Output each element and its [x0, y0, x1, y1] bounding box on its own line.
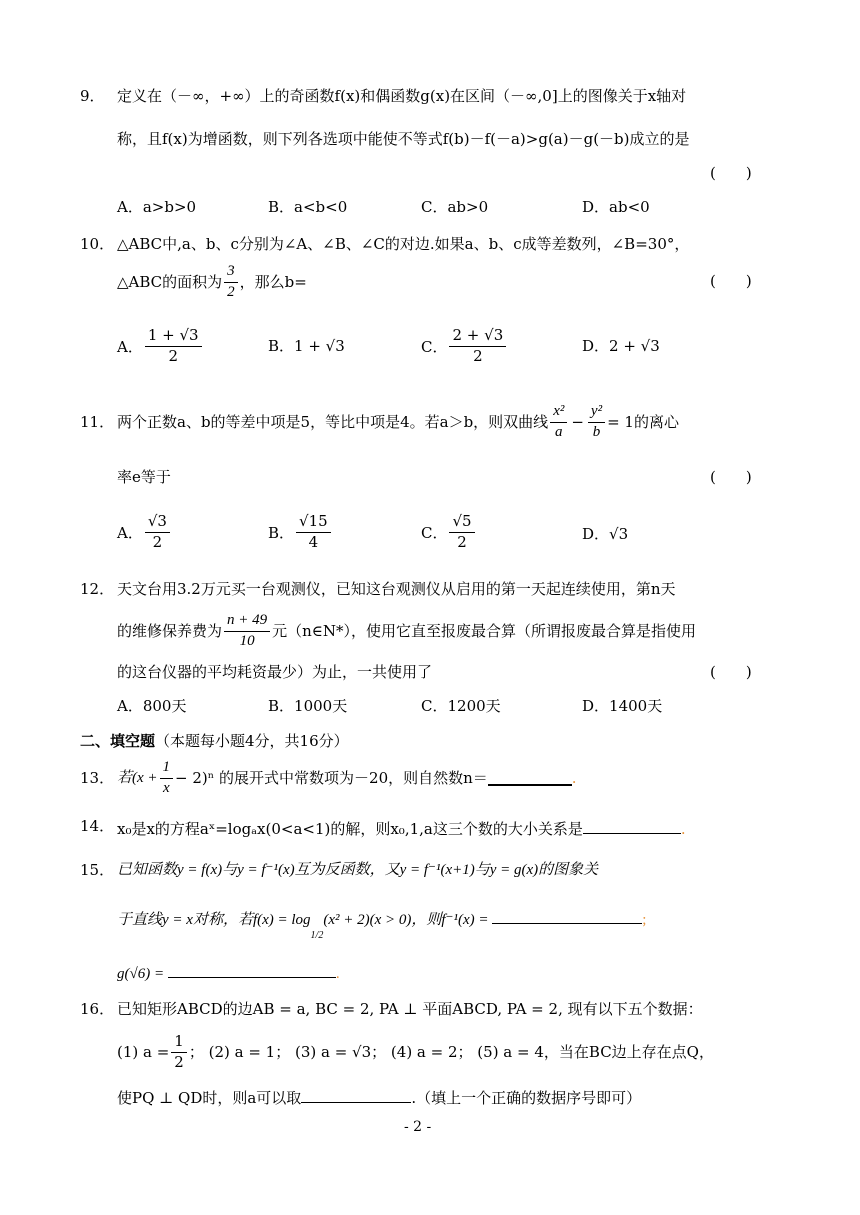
- q11-option-a-label: A．: [117, 523, 143, 542]
- q11-minus: −: [571, 412, 584, 431]
- q13-number: 13．: [80, 768, 115, 787]
- q13-post: − 2)ⁿ 的展开式中常数项为－20，则自然数n＝: [175, 768, 488, 787]
- q12-line2: [117, 608, 696, 654]
- q13-numerator: 1: [160, 760, 174, 779]
- q11-option-c-label: C．: [421, 523, 448, 542]
- q10-option-a-fraction: [145, 325, 202, 365]
- q12-option-c: C．1200天: [421, 697, 501, 715]
- q15-inverse-answer-blank[interactable]: [492, 909, 642, 924]
- q10-option-c-fraction: [449, 325, 506, 365]
- q11-line2: 率e等于: [117, 468, 171, 486]
- q15-g-answer-blank[interactable]: [168, 963, 336, 978]
- q11-line1-post: 的离心: [633, 412, 679, 431]
- q16-number: 16．: [80, 1000, 115, 1018]
- q12-line2-post: 元（n∈N*），使用它直至报废最合算（所谓报废最合算是指使用: [272, 621, 697, 640]
- q10-option-c-label: C．: [421, 337, 448, 356]
- q9-line1: 定义在（－∞，+∞）上的奇函数f(x)和偶函数g(x)在区间（－∞,0]上的图像关于x轴对: [117, 87, 687, 105]
- q12-option-b: B．1000天: [268, 697, 348, 715]
- q16-line2-post: ； (2) a = 1； (3) a = √3； (4) a = 2； (5) a = 4，当在BC边上存在点Q，: [188, 1042, 714, 1061]
- q15-line2-mid: (x² + 2)(x > 0)，则f⁻¹(x) =: [323, 912, 489, 928]
- q10-line2-pre: △ABC的面积为: [117, 272, 223, 291]
- q14-answer-blank[interactable]: [583, 819, 681, 834]
- q11-option-b-numerator: √15: [296, 514, 331, 533]
- q12-number: 12．: [80, 580, 115, 598]
- q15-line2: [117, 909, 647, 941]
- q9-option-a: A．a>b>0: [117, 198, 197, 216]
- q12-option-a: A．800天: [117, 697, 187, 715]
- q11-line1: [80, 400, 679, 444]
- q16-opt1-pre: (1) a =: [117, 1042, 170, 1061]
- q13-pre: 若(x +: [117, 769, 158, 786]
- q10-answer-paren: ( ): [710, 272, 752, 290]
- q16-opt1-numerator: 1: [171, 1034, 187, 1053]
- q12-answer-paren: ( ): [710, 663, 752, 681]
- q10-option-a-denominator: 2: [168, 346, 178, 365]
- q11-option-c: [421, 508, 477, 556]
- q11-option-b-fraction: [296, 511, 331, 551]
- q10-line2-post: ，那么b=: [239, 272, 307, 291]
- q11-y-fraction: [588, 404, 605, 441]
- q13-denominator: x: [162, 779, 170, 796]
- q10-option-b: B．1 + √3: [268, 337, 345, 355]
- q13-line: [80, 756, 577, 800]
- q10-line2: [117, 260, 307, 304]
- q11-line1-pre: 两个正数a、b的等差中项是5，等比中项是4。若a＞b，则双曲线: [117, 412, 549, 431]
- q12-line1: 天文台用3.2万元买一台观测仪，已知这台观测仪从启用的第一天起连续使用，第n天: [117, 580, 676, 598]
- q16-line3-post: .（填上一个正确的数据序号即可）: [411, 1089, 642, 1107]
- q12-option-d: D．1400天: [582, 697, 663, 715]
- q12-fee-denominator: 10: [239, 632, 255, 649]
- q14-end: .: [680, 820, 686, 838]
- q9-line2: 称，且f(x)为增函数，则下列各选项中能使不等式f(b)－f(－a)>g(a)－g(－b)成立的是: [117, 130, 690, 148]
- q15-line3-pre: g(√6) =: [117, 966, 165, 982]
- q12-line3: 的这台仪器的平均耗资最少）为止，一共使用了: [117, 663, 433, 681]
- q16-line1: 已知矩形ABCD的边AB = a, BC = 2, PA ⊥ 平面ABCD, PA = 2, 现有以下五个数据：: [117, 1000, 703, 1018]
- q16-line2: [117, 1029, 714, 1075]
- q11-x-denominator: a: [555, 423, 563, 440]
- q15-log-base: 1/2: [310, 930, 324, 941]
- q11-y-denominator: b: [592, 423, 601, 440]
- q16-line3-pre: 使PQ ⊥ QD时，则a可以取: [117, 1089, 302, 1107]
- q10-option-c: [421, 322, 508, 370]
- q13-fraction: [160, 760, 174, 797]
- q15-number: 15．: [80, 861, 115, 879]
- q16-opt1-fraction: [171, 1031, 187, 1071]
- q11-x-fraction: [550, 404, 567, 441]
- q9-option-c: C．ab>0: [421, 198, 489, 216]
- q14-number: 14．: [80, 817, 115, 835]
- q10-area-fraction: [224, 264, 238, 301]
- q12-fee-numerator: n + 49: [224, 613, 270, 632]
- q11-option-b: [268, 508, 333, 556]
- q11-number: 11．: [80, 412, 115, 431]
- q11-option-b-denominator: 4: [308, 532, 319, 551]
- q10-option-c-numerator: 2 + √3: [449, 328, 506, 347]
- q12-line2-pre: 的维修保养费为: [117, 621, 223, 640]
- q9-number: 9．: [80, 87, 105, 105]
- q16-opt1-denominator: 2: [174, 1052, 184, 1071]
- q15-line2-pre: 于直线y = x对称，若f(x) = log: [117, 912, 311, 928]
- q13-answer-blank[interactable]: [488, 770, 572, 786]
- q10-area-denominator: 2: [227, 283, 235, 300]
- q14-text: x₀是x的方程aˣ=logₐx(0<a<1)的解，则x₀,1,a这三个数的大小关系是: [117, 820, 583, 838]
- q14-line: [117, 819, 686, 837]
- section2-note: （本题每小题4分，共16分）: [155, 732, 349, 750]
- q10-option-d: D．2 + √3: [582, 337, 660, 355]
- q15-line1: 已知函数y = f(x)与y = f⁻¹(x)互为反函数，又y = f⁻¹(x+1)与y = g(x)的图象关: [117, 862, 599, 878]
- q15-end: .: [335, 966, 340, 982]
- q10-number: 10．: [80, 235, 115, 253]
- q9-option-b: B．a<b<0: [268, 198, 348, 216]
- q10-option-c-denominator: 2: [473, 346, 483, 365]
- page-number: - 2 -: [404, 1119, 432, 1135]
- q11-option-a: [117, 508, 172, 556]
- q9-option-d: D．ab<0: [582, 198, 650, 216]
- q11-y-numerator: y²: [588, 404, 605, 423]
- q11-option-b-label: B．: [268, 523, 295, 542]
- q11-option-c-fraction: [449, 511, 474, 551]
- q13-end: .: [571, 768, 577, 787]
- q10-option-a-label: A．: [117, 337, 143, 356]
- section2-title: 二、填空题: [80, 732, 156, 750]
- q15-semicolon: ;: [642, 912, 647, 928]
- section2-heading: [80, 734, 349, 749]
- q11-answer-paren: ( ): [710, 468, 752, 486]
- q10-option-a: [117, 322, 204, 370]
- q11-option-a-fraction: [145, 511, 170, 551]
- q9-answer-paren: ( ): [710, 164, 752, 182]
- q16-line3: [117, 1088, 641, 1106]
- q11-equals-one: = 1: [607, 412, 634, 431]
- q16-answer-blank[interactable]: [301, 1088, 411, 1103]
- q12-fee-fraction: [224, 613, 270, 650]
- q15-line3: [117, 963, 340, 982]
- q11-option-c-numerator: √5: [449, 514, 474, 533]
- q10-area-numerator: 3: [224, 264, 238, 283]
- q10-option-a-numerator: 1 + √3: [145, 328, 202, 347]
- q11-option-c-denominator: 2: [457, 532, 467, 551]
- q11-option-d: D．√3: [582, 525, 629, 543]
- q11-option-a-numerator: √3: [145, 514, 170, 533]
- q11-option-a-denominator: 2: [152, 532, 163, 551]
- q10-line1: △ABC中,a、b、c分别为∠A、∠B、∠C的对边.如果a、b、c成等差数列，∠B=30°，: [117, 235, 690, 253]
- q11-x-numerator: x²: [550, 404, 567, 423]
